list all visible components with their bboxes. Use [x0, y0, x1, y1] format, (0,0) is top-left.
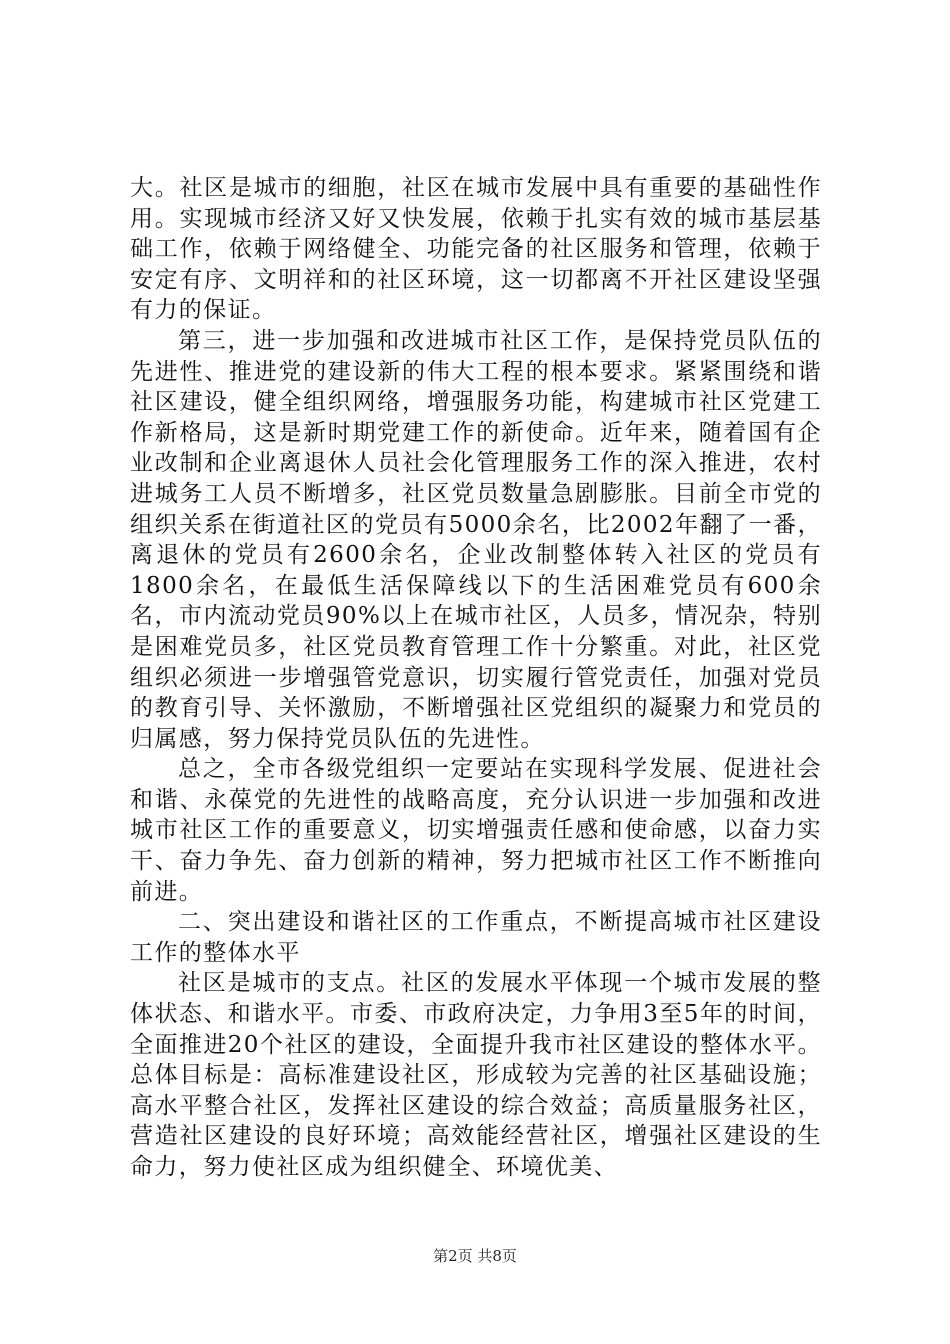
- paragraph-continued: 大。社区是城市的细胞，社区在城市发展中具有重要的基础性作用。实现城市经济又好又快发展，依赖于扎实有效的城市基层基础工作，依赖于网络健全、功能完备的社区服务和管理，依赖于安定有序、文明祥和的社区环境，这一切都离不开社区建设坚强有力的保证。: [130, 175, 822, 324]
- page-number-label: 第2页 共8页: [433, 1247, 517, 1265]
- page-footer: [0, 1245, 950, 1266]
- section-heading-two: 二、突出建设和谐社区的工作重点，不断提高城市社区建设工作的整体水平: [130, 909, 822, 966]
- paragraph-community-goals: 社区是城市的支点。社区的发展水平体现一个城市发展的整体状态、和谐水平。市委、市政府决定，力争用3至5年的时间，全面推进20个社区的建设，全面提升我市社区建设的整体水平。总体目标是：高标准建设社区，形成较为完善的社区基础设施；高水平整合社区，发挥社区建设的综合效益；高质量服务社区，营造社区建设的良好环境；高效能经营社区，增强社区建设的生命力，努力使社区成为组织健全、环境优美、: [130, 970, 822, 1180]
- document-body: [130, 173, 822, 1183]
- paragraph-third-point: 第三，进一步加强和改进城市社区工作，是保持党员队伍的先进性、推进党的建设新的伟大工程的根本要求。紧紧围绕和谐社区建设，健全组织网络，增强服务功能，构建城市社区党建工作新格局，这是新时期党建工作的新使命。近年来，随着国有企业改制和企业离退休人员社会化管理服务工作的深入推进，农村进城务工人员不断增多，社区党员数量急剧膨胀。目前全市党的组织关系在街道社区的党员有5000余名，比2002年翻了一番，离退休的党员有2600余名，企业改制整体转入社区的党员有1800余名，在最低生活保障线以下的生活困难党员有600余名，市内流动党员90%以上在城市社区，人员多，情况杂，特别是困难党员多，社区党员教育管理工作十分繁重。对此，社区党组织必须进一步增强管党意识，切实履行管党责任，加强对党员的教育引导、关怀激励，不断增强社区党组织的凝聚力和党员的归属感，努力保持党员队伍的先进性。: [130, 327, 822, 752]
- paragraph-summary: 总之，全市各级党组织一定要站在实现科学发展、促进社会和谐、永葆党的先进性的战略高度，充分认识进一步加强和改进城市社区工作的重要意义，切实增强责任感和使命感，以奋力实干、奋力争先、奋力创新的精神，努力把城市社区工作不断推向前进。: [130, 756, 822, 905]
